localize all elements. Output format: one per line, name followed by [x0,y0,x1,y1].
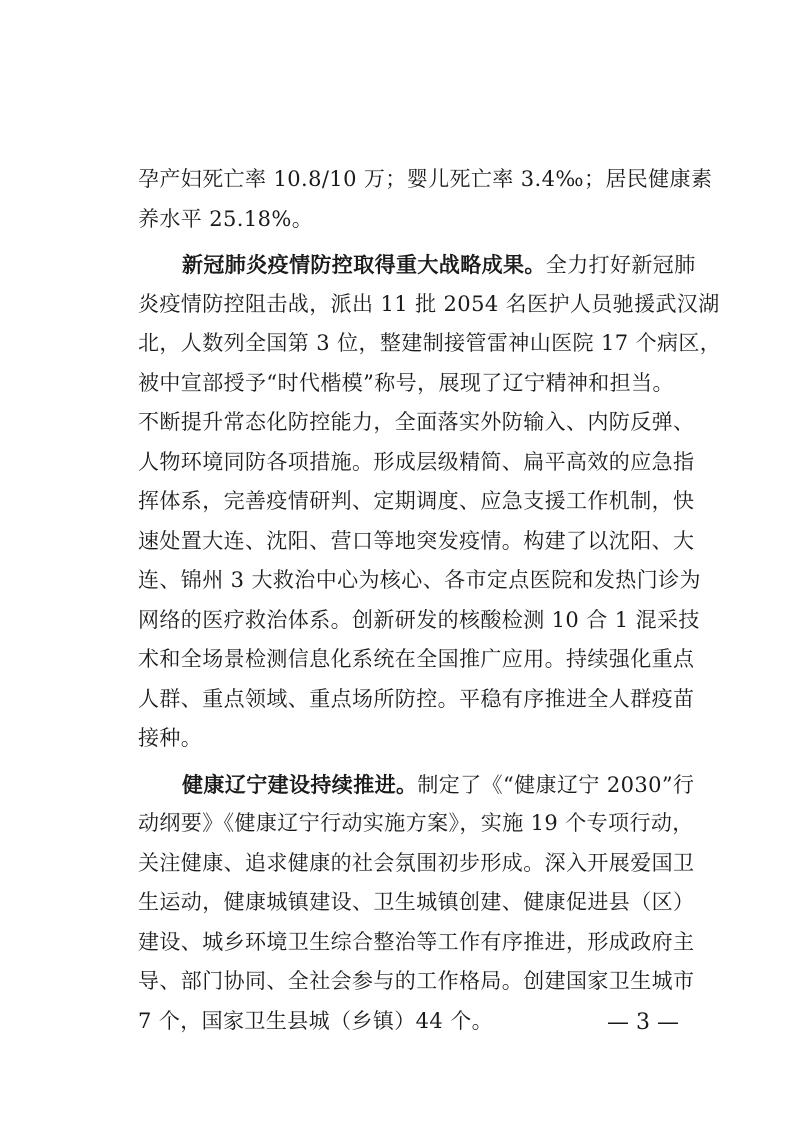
text-line: 连、锦州 3 大救治中心为核心、各市定点医院和发热门诊为 [138,568,701,592]
page-number: — 3 — [607,1010,679,1035]
text-line: 生运动，健康城镇建设、卫生城镇创建、健康促进县（区） [138,890,695,914]
text-line: 速处置大连、沈阳、营口等地突发疫情。构建了以沈阳、大 [138,528,695,553]
text-line: 术和全场景检测信息化系统在全国推广应用。持续强化重点 [138,647,695,671]
text-line: 网络的医疗救治体系。创新研发的核酸检测 10 合 1 混采技 [138,607,700,632]
text-line: 建设、城乡环境卫生综合整治等工作有序推进，形成政府主 [138,929,695,954]
text-run: 全力打好新冠肺 [545,253,696,277]
text-line: 北，人数列全国第 3 位，整建制接管雷神山医院 17 个病区， [138,331,722,355]
paragraph-heading: 新冠肺炎疫情防控取得重大战略成果。 [182,252,546,277]
text-line: 挥体系，完善疫情研判、定期调度、应急支援工作机制，快 [138,489,695,513]
text-line: 炎疫情防控阻击战，派出 11 批 2054 名医护人员驰援武汉湖 [138,291,720,316]
text-line: 人物环境同防各项措施。形成层级精简、扁平高效的应急指 [138,449,695,474]
text-line: 被中宣部授予“时代楷模”称号，展现了辽宁精神和担当。 [138,370,674,395]
body-text [138,160,722,1041]
paragraph-heading: 健康辽宁建设持续推进。 [182,771,418,797]
text-line: 养水平 25.18%。 [138,206,314,231]
text-line [138,765,713,805]
text-line: 孕产妇死亡率 10.8/10 万；婴儿死亡率 3.4‰；居民健康素 [138,167,713,191]
text-line: 接种。 [138,726,203,750]
text-line: 导、部门协同、全社会参与的工作格局。创建国家卫生城市 [138,969,695,993]
text-line: 人群、重点领域、重点场所防控。平稳有序推进全人群疫苗 [138,686,695,711]
text-line [138,245,713,285]
text-line: 关注健康、追求健康的社会氛围初步形成。深入开展爱国卫 [138,850,695,875]
text-run: 制定了《“健康辽宁 2030”行 [417,772,695,797]
text-line: 动纲要》《健康辽宁行动实施方案》，实施 19 个专项行动， [138,811,694,835]
text-line: 7 个，国家卫生县城（乡镇）44 个。 [138,1008,494,1033]
text-line: 不断提升常态化防控能力，全面落实外防输入、内防反弹、 [138,410,695,434]
